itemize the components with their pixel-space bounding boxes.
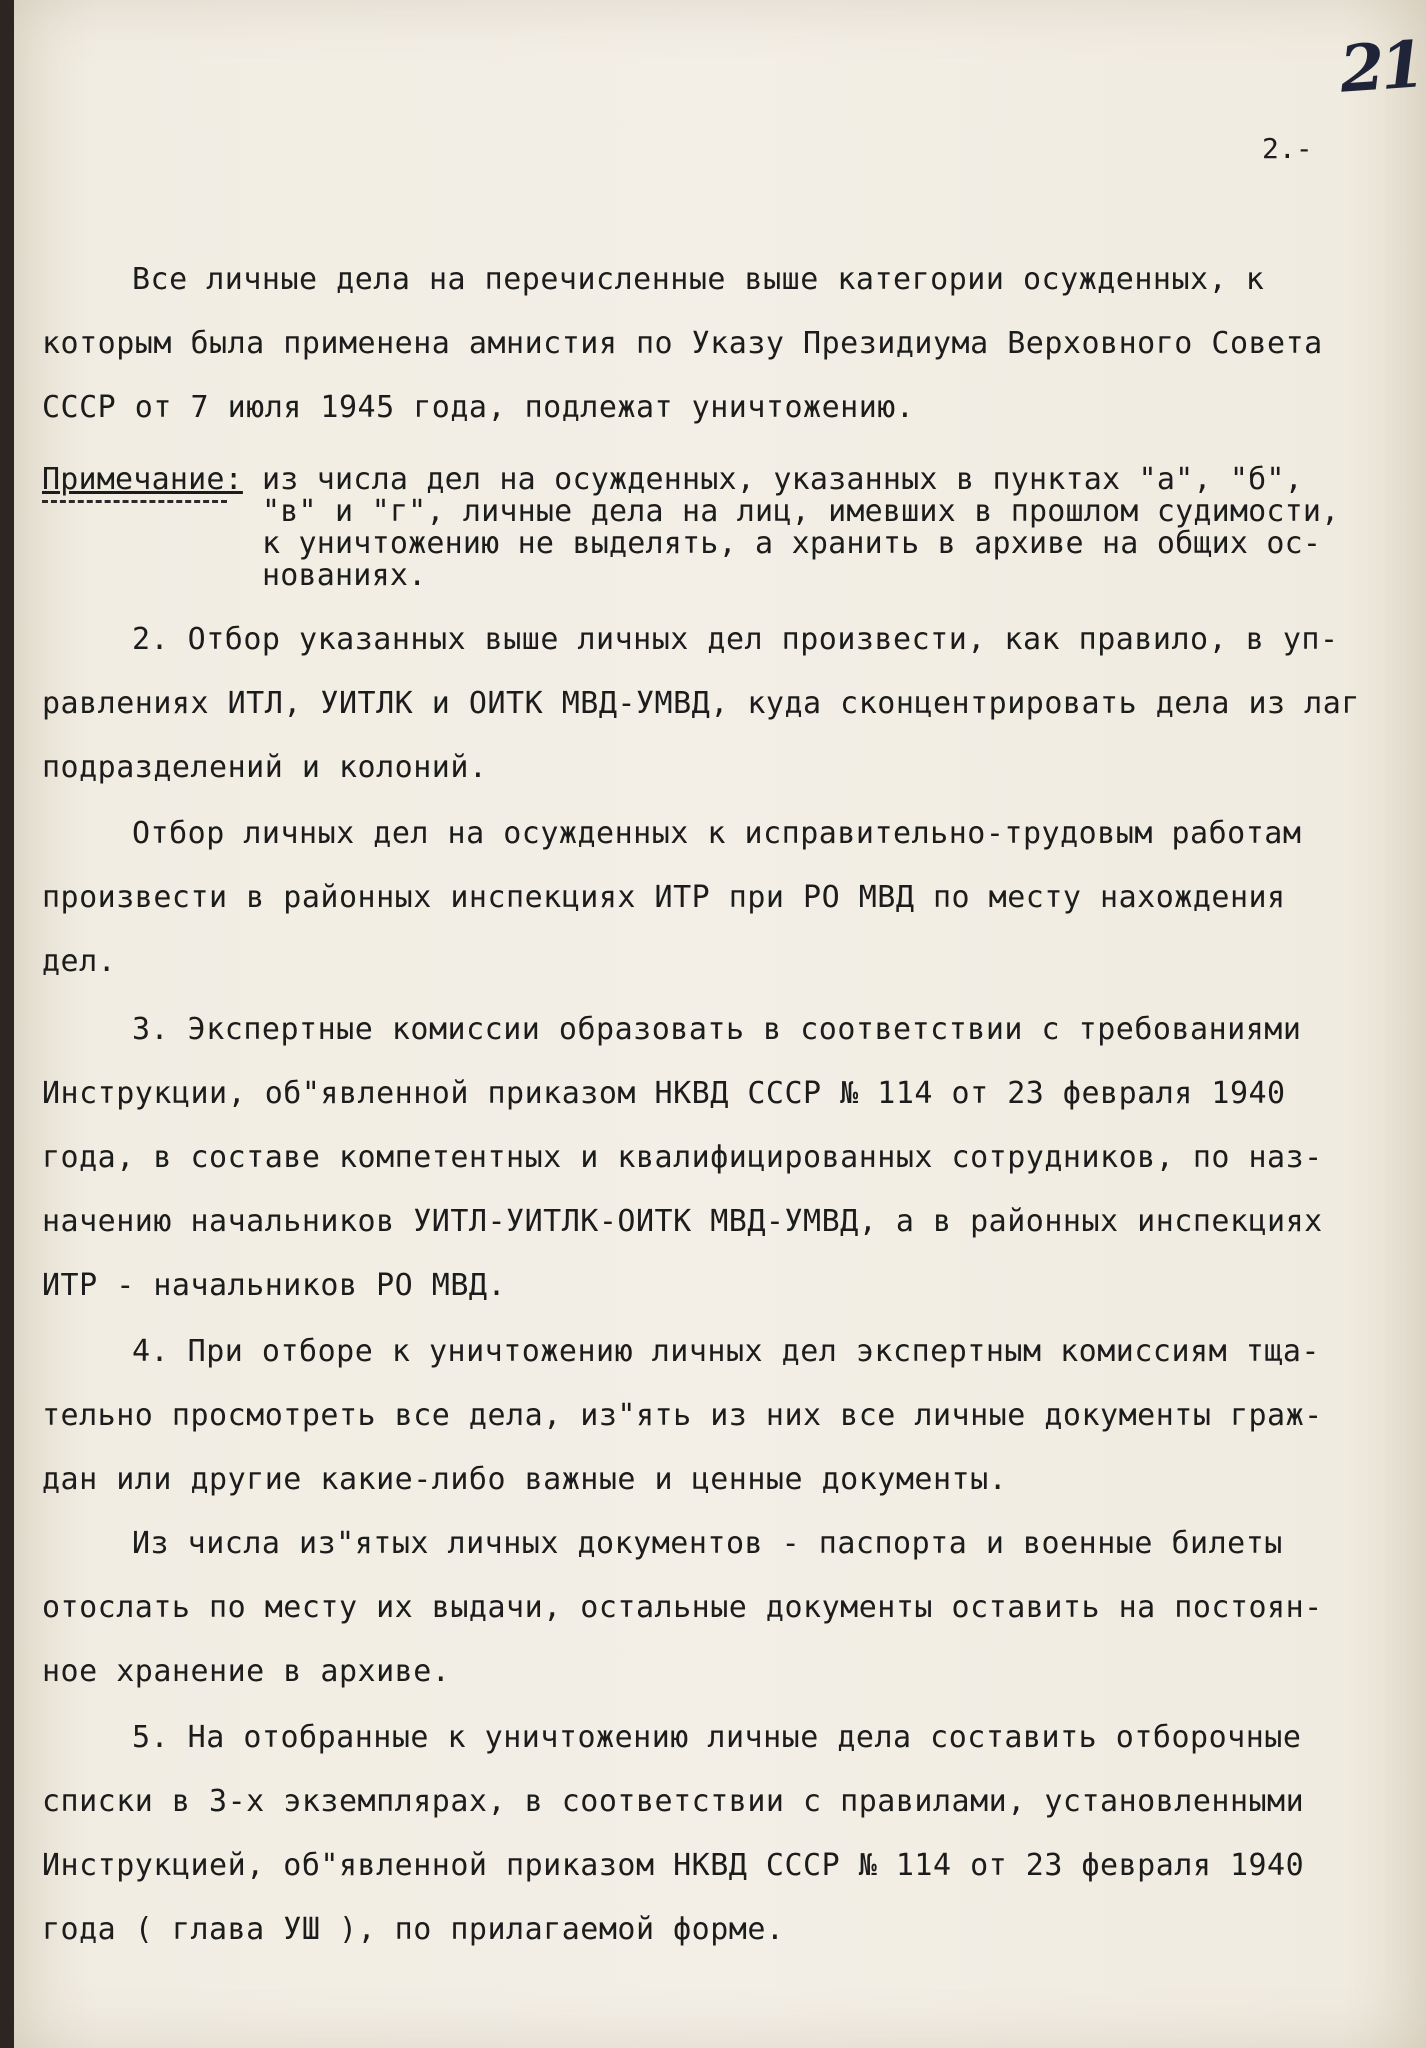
paragraph-line: 4. При отборе к уничтожению личных дел экспертным комиссиям тща-: [132, 1334, 1320, 1369]
paragraph-line: Из числа из"ятых личных документов - паспорта и военные билеты: [132, 1526, 1283, 1561]
page-number: 2.-: [1262, 132, 1313, 165]
note-line: из числа дел на осужденных, указанных в пунктах "а", "б",: [262, 462, 1303, 497]
note-label: Примечание:: [42, 462, 243, 497]
intro-line: СССР от 7 июля 1945 года, подлежат уничтожению.: [42, 390, 915, 425]
note-line: нованиях.: [262, 558, 427, 593]
paragraph-line: 5. На отобранные к уничтожению личные дела составить отборочные: [132, 1720, 1302, 1755]
paragraph-line: Инструкции, об"явленной приказом НКВД СССР № 114 от 23 февраля 1940: [42, 1076, 1286, 1111]
paragraph-line: списки в 3-х экземплярах, в соответствии с правилами, установленными: [42, 1784, 1305, 1819]
intro-line: Все личные дела на перечисленные выше категории осужденных, к: [132, 262, 1265, 297]
paragraph-line: ное хранение в архиве.: [42, 1654, 451, 1689]
archive-page-number: 21: [1337, 27, 1424, 108]
paragraph-line: 2. Отбор указанных выше личных дел произвести, как правило, в уп-: [132, 622, 1339, 657]
note-line: "в" и "г", личные дела на лиц, имевших в прошлом судимости,: [262, 494, 1340, 529]
paragraph-line: равлениях ИТЛ, УИТЛК и ОИТК МВД-УМВД, куда сконцентрировать дела из лаг: [42, 686, 1360, 721]
paragraph-line: года, в составе компетентных и квалифицированных сотрудников, по наз-: [42, 1140, 1323, 1175]
paragraph-line: Отбор личных дел на осужденных к исправительно-трудовым работам: [132, 816, 1302, 851]
intro-line: которым была применена амнистия по Указу Президиума Верховного Совета: [42, 326, 1323, 361]
paragraph-line: дел.: [42, 944, 117, 979]
paragraph-line: ИТР - начальников РО МВД.: [42, 1268, 507, 1303]
note-line: к уничтожению не выделять, а хранить в архиве на общих ос-: [262, 526, 1322, 561]
paragraph-line: 3. Экспертные комиссии образовать в соответствии с требованиями: [132, 1012, 1302, 1047]
paragraph-line: подразделений и колоний.: [42, 750, 488, 785]
paragraph-line: произвести в районных инспекциях ИТР при РО МВД по месту нахождения: [42, 880, 1286, 915]
paragraph-line: тельно просмотреть все дела, из"ять из них все личные документы граж-: [42, 1398, 1323, 1433]
paragraph-line: отослать по месту их выдачи, остальные документы оставить на постоян-: [42, 1590, 1323, 1625]
paragraph-line: дан или другие какие-либо важные и ценные документы.: [42, 1462, 1008, 1497]
note-underline-dashes: [42, 500, 227, 503]
paragraph-line: начению начальников УИТЛ-УИТЛК-ОИТК МВД-УМВД, а в районных инспекциях: [42, 1204, 1323, 1239]
paragraph-line: года ( глава УШ ), по прилагаемой форме.: [42, 1912, 785, 1947]
paragraph-line: Инструкцией, об"явленной приказом НКВД СССР № 114 от 23 февраля 1940: [42, 1848, 1305, 1883]
